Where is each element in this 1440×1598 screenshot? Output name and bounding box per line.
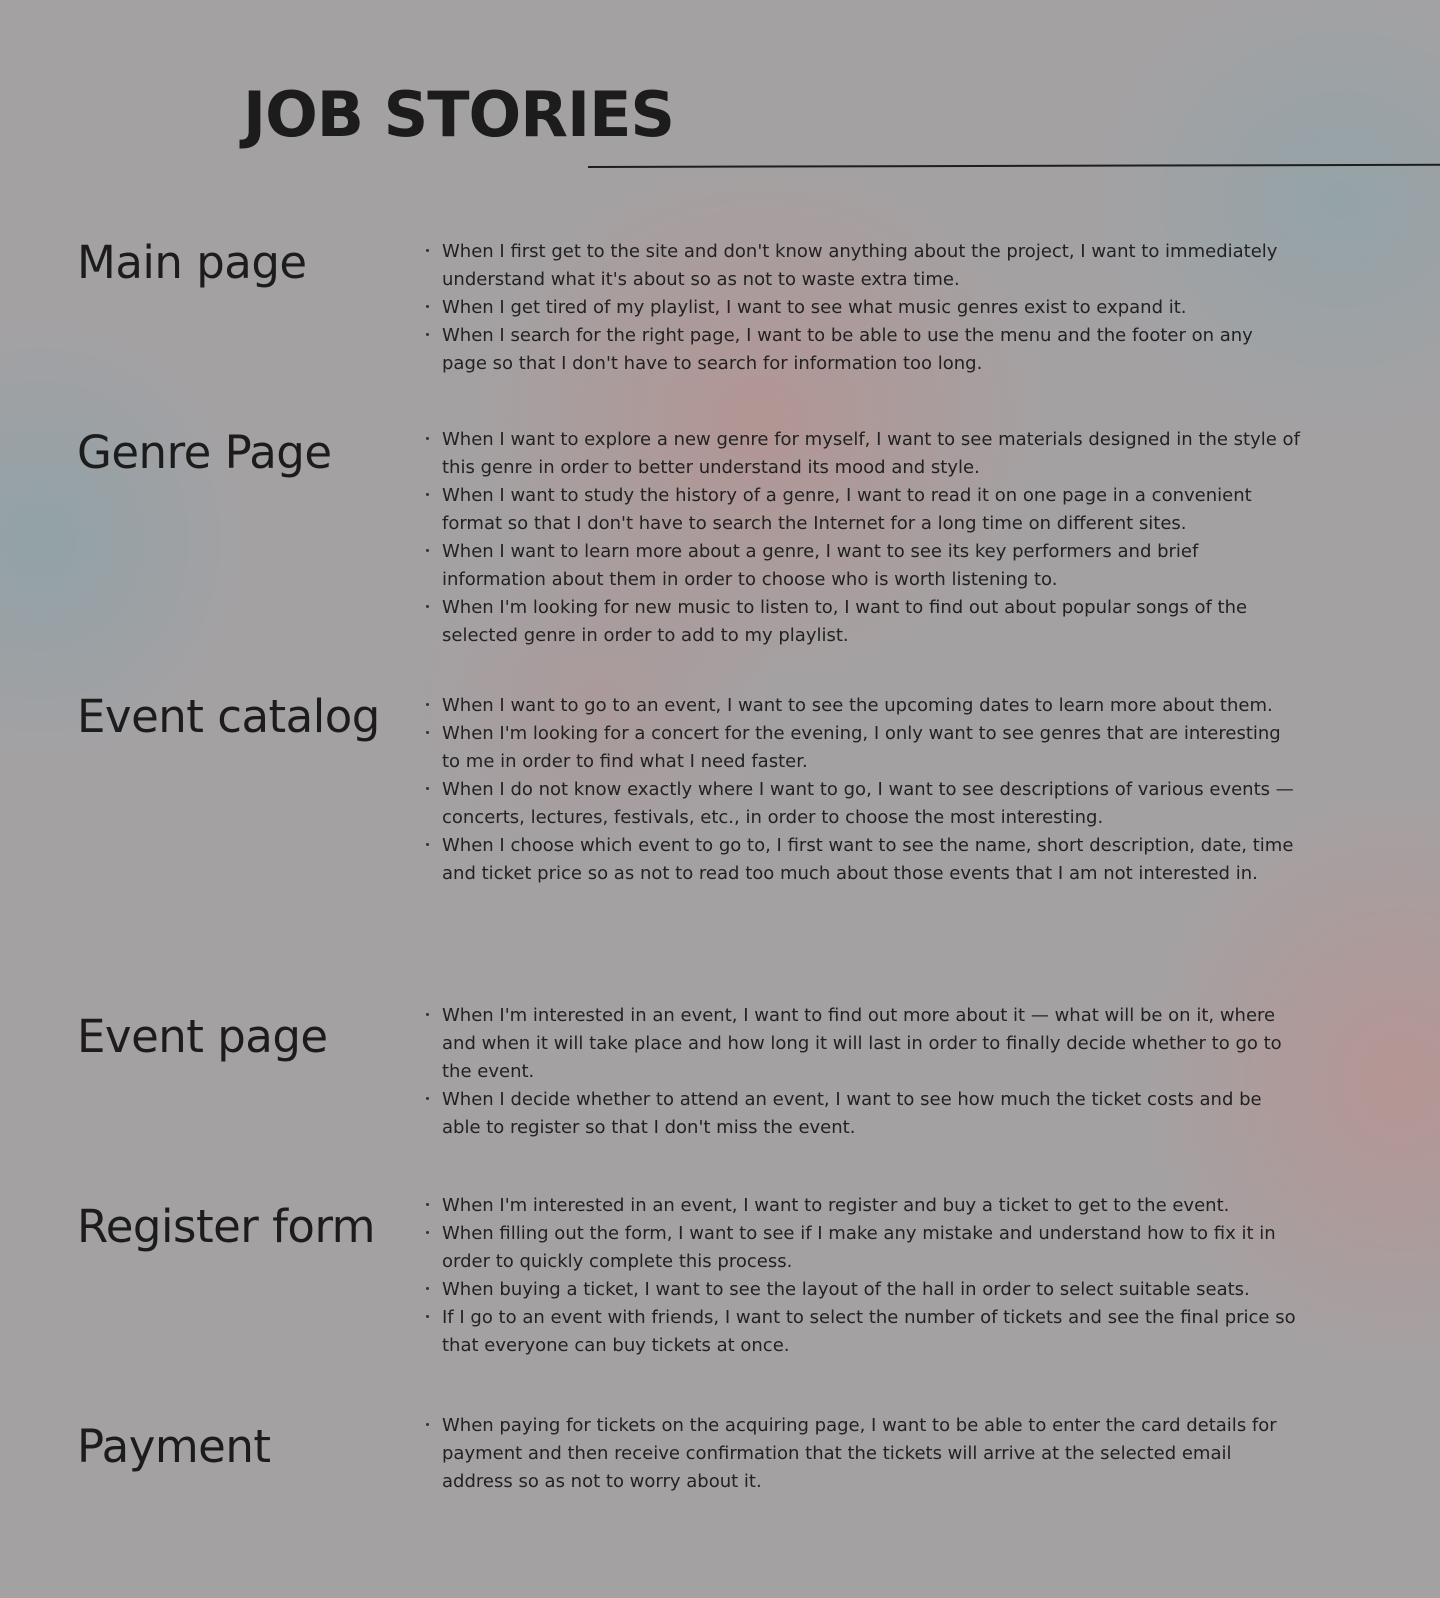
story-list <box>442 1002 1302 1142</box>
story-item: When I decide whether to attend an event, I want to see how much the ticket costs and be able to register so that I don't miss the event. <box>442 1086 1302 1142</box>
story-list <box>442 426 1302 650</box>
story-item: When I'm interested in an event, I want to register and buy a ticket to get to the event. <box>442 1192 1302 1220</box>
story-list <box>442 1192 1302 1360</box>
story-item: When I want to explore a new genre for myself, I want to see materials designed in the style of this genre in order to better understand its mood and style. <box>442 426 1302 482</box>
story-list <box>442 692 1302 888</box>
story-item: When I'm looking for new music to listen to, I want to find out about popular songs of the selected genre in order to add to my playlist. <box>442 594 1302 650</box>
story-item: When paying for tickets on the acquiring page, I want to be able to enter the card details for payment and then receive confirmation that the tickets will arrive at the selected email address so as not to worry about it. <box>442 1412 1302 1496</box>
story-item: When I first get to the site and don't know anything about the project, I want to immediately understand what it's about so as not to waste extra time. <box>442 238 1302 294</box>
story-item: When buying a ticket, I want to see the layout of the hall in order to select suitable seats. <box>442 1276 1302 1304</box>
section-heading: Payment <box>77 1420 271 1473</box>
page-title: JOB STORIES <box>243 78 675 151</box>
section-heading: Main page <box>77 236 307 289</box>
story-item: When I'm interested in an event, I want to find out more about it — what will be on it, where and when it will take place and how long it will last in order to finally decide whether to go to the event. <box>442 1002 1302 1086</box>
story-item: When I search for the right page, I want to be able to use the menu and the footer on any page so that I don't have to search for information too long. <box>442 322 1302 378</box>
section-heading: Register form <box>77 1200 375 1253</box>
story-item: When filling out the form, I want to see if I make any mistake and understand how to fix it in order to quickly complete this process. <box>442 1220 1302 1276</box>
section-heading: Event page <box>77 1010 328 1063</box>
story-item: When I choose which event to go to, I first want to see the name, short description, date, time and ticket price so as not to read too much about those events that I am not interested in. <box>442 832 1302 888</box>
story-item: When I get tired of my playlist, I want to see what music genres exist to expand it. <box>442 294 1302 322</box>
story-item: When I want to learn more about a genre, I want to see its key performers and brief information about them in order to choose who is worth listening to. <box>442 538 1302 594</box>
story-item: When I do not know exactly where I want to go, I want to see descriptions of various events — concerts, lectures, festivals, etc., in order to choose the most interesting. <box>442 776 1302 832</box>
title-divider <box>588 164 1440 168</box>
story-item: When I want to study the history of a genre, I want to read it on one page in a convenient format so that I don't have to search the Internet for a long time on different sites. <box>442 482 1302 538</box>
story-list <box>442 238 1302 378</box>
story-list <box>442 1412 1302 1496</box>
story-item: When I want to go to an event, I want to see the upcoming dates to learn more about them. <box>442 692 1302 720</box>
story-item: If I go to an event with friends, I want to select the number of tickets and see the final price so that everyone can buy tickets at once. <box>442 1304 1302 1360</box>
section-heading: Genre Page <box>77 426 332 479</box>
section-heading: Event catalog <box>77 690 380 743</box>
story-item: When I'm looking for a concert for the evening, I only want to see genres that are interesting to me in order to find what I need faster. <box>442 720 1302 776</box>
